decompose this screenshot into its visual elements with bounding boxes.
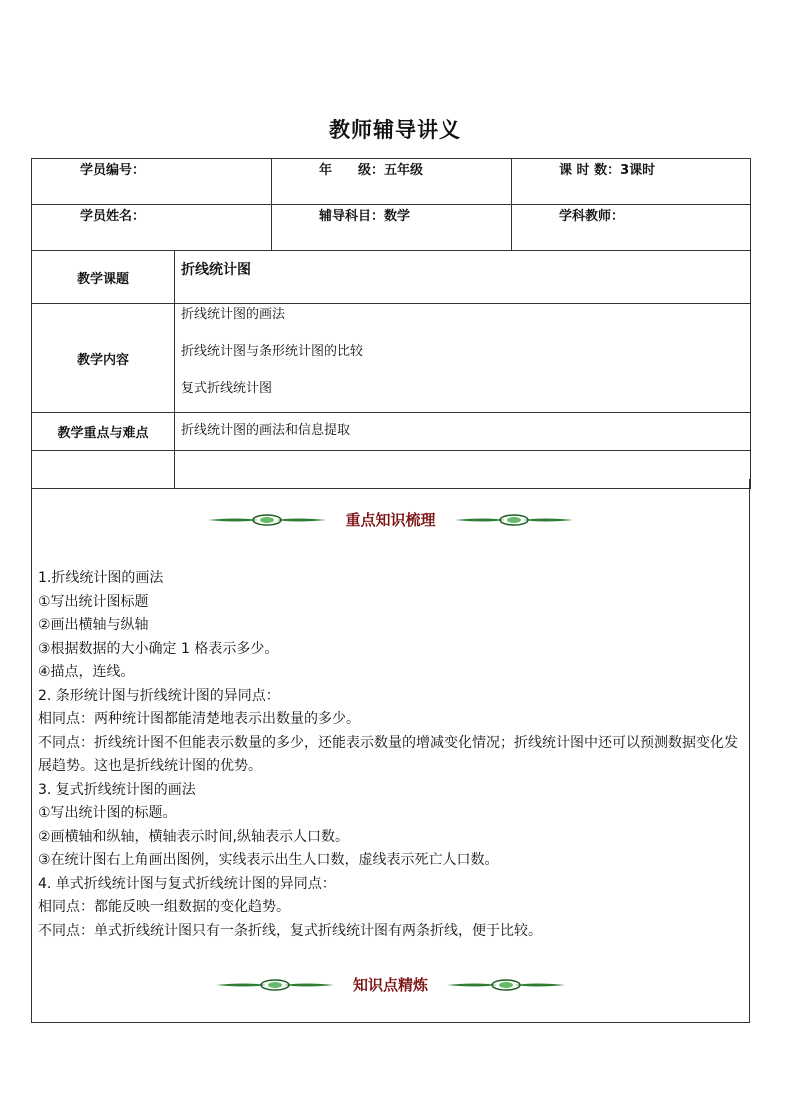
grade-cell: 年 级：五年级: [272, 159, 512, 205]
section-title: 重点知识梳理: [345, 511, 436, 529]
section-header-1: [32, 509, 749, 530]
content-item: 折线统计图与条形统计图的比较: [181, 344, 364, 359]
knowledge-text: [38, 567, 746, 943]
ornament-left-icon: [208, 513, 326, 527]
content-item: 折线统计图的画法: [181, 307, 286, 322]
student-name-cell: 学员姓名：: [32, 205, 272, 251]
text-line: 1.折线统计图的画法: [38, 570, 164, 586]
text-line: 相同点：两种统计图都能清楚地表示出数量的多少。: [38, 711, 360, 727]
document-title: 教师辅导讲义: [329, 118, 461, 142]
section-header-2: [32, 974, 749, 995]
content-list: [175, 304, 751, 413]
text-line: ①写出统计图的标题。: [38, 805, 177, 821]
text-line: ③根据数据的大小确定 1 格表示多少。: [38, 640, 279, 657]
topic-label: 教学课题: [32, 251, 175, 304]
text-line: 3. 复式折线统计图的画法: [38, 781, 196, 798]
text-line: 不同点：折线统计图不但能表示数量的多少，还能表示数量的增减变化情况；折线统计图中还可以预测数据变化发展趋势。这也是折线统计图的优势。: [38, 734, 738, 774]
text-line: ④描点，连线。: [38, 664, 135, 680]
ornament-right-icon: [447, 978, 565, 992]
section-title: 知识点精炼: [352, 976, 428, 994]
hours-cell: 课 时 数：3课时: [512, 159, 751, 205]
topic-value: 折线统计图: [175, 251, 751, 304]
text-line: 相同点：都能反映一组数据的变化趋势。: [38, 899, 290, 915]
ornament-right-icon: [455, 513, 573, 527]
text-line: 不同点：单式折线统计图只有一条折线，复式折线统计图有两条折线，便于比较。: [38, 922, 542, 939]
content-label: 教学内容: [32, 304, 175, 413]
content-item: 复式折线统计图: [181, 381, 273, 396]
text-line: ②画横轴和纵轴，横轴表示时间,纵轴表示人口数。: [38, 828, 349, 845]
teacher-cell: 学科教师：: [512, 205, 751, 251]
text-line: ①写出统计图标题: [38, 593, 149, 610]
text-line: 4. 单式折线统计图与复式折线统计图的异同点：: [38, 875, 336, 892]
subject-cell: 辅导科目：数学: [272, 205, 512, 251]
student-id-cell: 学员编号：: [32, 159, 272, 205]
text-line: ②画出横轴与纵轴: [38, 617, 149, 633]
info-table: [31, 158, 751, 489]
main-content-box: [31, 479, 750, 1023]
keypoint-value: 折线统计图的画法和信息提取: [175, 413, 751, 451]
text-line: 2. 条形统计图与折线统计图的异同点：: [38, 687, 280, 704]
text-line: ③在统计图右上角画出图例，实线表示出生人口数，虚线表示死亡人口数。: [38, 852, 499, 868]
keypoint-label: 教学重点与难点: [32, 413, 175, 451]
ornament-left-icon: [216, 978, 334, 992]
